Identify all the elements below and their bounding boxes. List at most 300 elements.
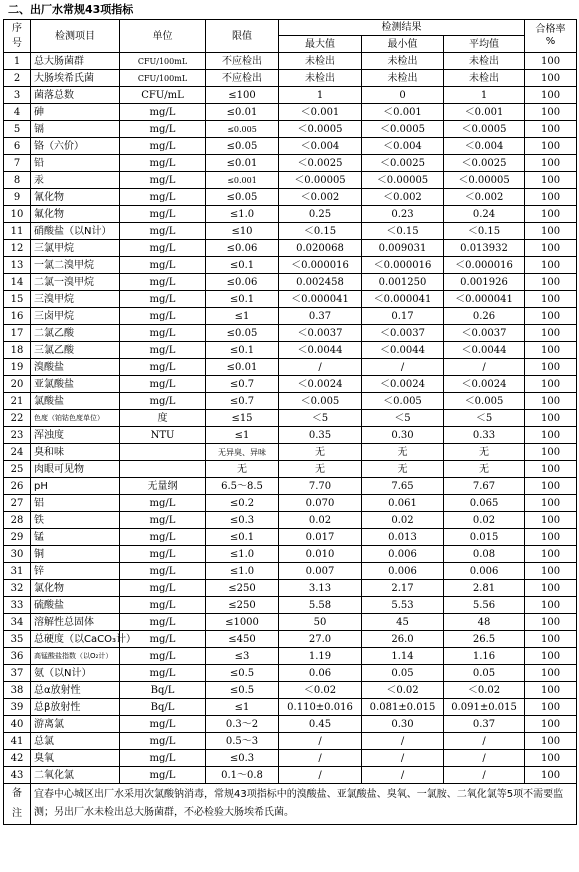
table-row [4,461,577,478]
row-avg: / [444,767,525,784]
row-item: 镉 [31,121,120,138]
row-item: 二氧化氯 [31,767,120,784]
header-avg: 平均值 [444,36,525,53]
row-min: 未检出 [362,53,444,70]
row-number: 8 [4,172,31,189]
row-min: ＜0.0025 [362,155,444,172]
row-unit: Bq/L [120,682,206,699]
row-min: ＜0.0044 [362,342,444,359]
header-seq [4,20,31,53]
row-unit: mg/L [120,274,206,291]
row-max: 0.110±0.016 [279,699,362,716]
row-limit: ≤0.5 [206,682,279,699]
table-row [4,342,577,359]
row-avg: ＜5 [444,410,525,427]
row-item: 浑浊度 [31,427,120,444]
row-max: 50 [279,614,362,631]
row-number: 43 [4,767,31,784]
row-limit: ≤250 [206,597,279,614]
table-row [4,257,577,274]
row-item: 三氯乙酸 [31,342,120,359]
water-quality-table [3,19,577,825]
row-avg: ＜0.0037 [444,325,525,342]
row-avg: 0.33 [444,427,525,444]
row-number: 21 [4,393,31,410]
row-rate: 100 [525,699,577,716]
row-number: 26 [4,478,31,495]
table-row [4,563,577,580]
row-min: 未检出 [362,70,444,87]
row-min: ＜0.00005 [362,172,444,189]
row-item: 硝酸盐（以N计） [31,223,120,240]
row-min: 无 [362,444,444,461]
row-avg: 0.013932 [444,240,525,257]
row-item: 氰化物 [31,189,120,206]
row-rate: 100 [525,733,577,750]
row-rate: 100 [525,325,577,342]
row-limit: 无异臭、异味 [206,444,279,461]
row-unit: mg/L [120,138,206,155]
row-avg: ＜0.000016 [444,257,525,274]
table-row [4,682,577,699]
row-limit: ≤1 [206,699,279,716]
row-max: 无 [279,444,362,461]
row-max: ＜0.0024 [279,376,362,393]
table-row [4,240,577,257]
row-limit: 0.5～3 [206,733,279,750]
row-rate: 100 [525,70,577,87]
row-limit: ≤0.2 [206,495,279,512]
row-limit: ≤0.1 [206,257,279,274]
row-item: 砷 [31,104,120,121]
row-min: 0.30 [362,716,444,733]
row-item: 锰 [31,529,120,546]
row-unit: NTU [120,427,206,444]
row-max: 27.0 [279,631,362,648]
table-row [4,121,577,138]
note-label [4,784,31,825]
row-unit: mg/L [120,580,206,597]
table-row [4,206,577,223]
table-row [4,359,577,376]
header-unit: 单位 [120,20,206,53]
header-item: 检测项目 [31,20,120,53]
row-unit: mg/L [120,529,206,546]
row-rate: 100 [525,546,577,563]
row-avg: ＜0.000041 [444,291,525,308]
row-item: 铜 [31,546,120,563]
row-rate: 100 [525,274,577,291]
row-unit: mg/L [120,206,206,223]
row-unit: mg/L [120,257,206,274]
row-number: 9 [4,189,31,206]
row-item: 游离氯 [31,716,120,733]
row-avg: 0.091±0.015 [444,699,525,716]
row-number: 22 [4,410,31,427]
row-limit: ≤0.005 [206,121,279,138]
row-min: ＜0.000041 [362,291,444,308]
row-unit: mg/L [120,172,206,189]
row-limit: ≤1 [206,427,279,444]
row-avg: 0.001926 [444,274,525,291]
row-avg: ＜0.02 [444,682,525,699]
row-unit: mg/L [120,342,206,359]
row-limit: ≤10 [206,223,279,240]
row-min: ＜0.02 [362,682,444,699]
row-limit: ≤1.0 [206,206,279,223]
header-row [4,20,577,36]
row-min: ＜0.005 [362,393,444,410]
row-avg: ＜0.0044 [444,342,525,359]
row-rate: 100 [525,682,577,699]
table-row [4,665,577,682]
row-max: 7.70 [279,478,362,495]
row-max: 5.58 [279,597,362,614]
row-max: ＜0.001 [279,104,362,121]
row-avg: 0.37 [444,716,525,733]
row-max: / [279,733,362,750]
row-avg: 0.05 [444,665,525,682]
row-rate: 100 [525,716,577,733]
row-number: 31 [4,563,31,580]
row-max: 0.02 [279,512,362,529]
row-avg: ＜0.0024 [444,376,525,393]
row-number: 36 [4,648,31,665]
note-label-line2: 注 [12,808,22,819]
row-item: 大肠埃希氏菌 [31,70,120,87]
row-item: 氟化物 [31,206,120,223]
row-number: 16 [4,308,31,325]
row-avg: 未检出 [444,70,525,87]
row-min: ＜0.001 [362,104,444,121]
row-limit: ≤0.1 [206,342,279,359]
row-max: ＜0.15 [279,223,362,240]
row-unit: mg/L [120,733,206,750]
row-max: ＜0.005 [279,393,362,410]
table-row [4,478,577,495]
row-rate: 100 [525,427,577,444]
row-min: 0.001250 [362,274,444,291]
row-min: / [362,359,444,376]
row-number: 12 [4,240,31,257]
row-max: 0.002458 [279,274,362,291]
row-min: 无 [362,461,444,478]
row-min: 0.061 [362,495,444,512]
row-rate: 100 [525,376,577,393]
row-number: 30 [4,546,31,563]
row-item: 色度（铂钴色度单位） [31,410,120,427]
row-limit: 6.5～8.5 [206,478,279,495]
row-limit: ≤0.05 [206,189,279,206]
row-min: 0.006 [362,546,444,563]
row-rate: 100 [525,87,577,104]
row-limit: ≤15 [206,410,279,427]
row-item: 硫酸盐 [31,597,120,614]
row-item: 氨（以N计） [31,665,120,682]
row-min: 0.30 [362,427,444,444]
table-row [4,393,577,410]
row-unit: mg/L [120,359,206,376]
row-avg: 0.26 [444,308,525,325]
row-limit: ≤1 [206,308,279,325]
row-avg: ＜0.004 [444,138,525,155]
row-number: 18 [4,342,31,359]
row-max: ＜0.0044 [279,342,362,359]
row-rate: 100 [525,580,577,597]
row-limit: ≤1.0 [206,563,279,580]
row-number: 19 [4,359,31,376]
row-item: 三卤甲烷 [31,308,120,325]
header-limit: 限值 [206,20,279,53]
row-unit: mg/L [120,155,206,172]
row-rate: 100 [525,512,577,529]
row-unit: mg/L [120,750,206,767]
row-max: ＜0.000016 [279,257,362,274]
row-number: 2 [4,70,31,87]
row-rate: 100 [525,342,577,359]
table-row [4,512,577,529]
row-avg: 1.16 [444,648,525,665]
row-number: 23 [4,427,31,444]
row-min: 0.02 [362,512,444,529]
row-avg: ＜0.001 [444,104,525,121]
row-min: 26.0 [362,631,444,648]
row-min: ＜0.15 [362,223,444,240]
row-max: 未检出 [279,70,362,87]
page-title: 二、出厂水常规43项指标 [8,3,134,16]
table-row [4,87,577,104]
table-row [4,699,577,716]
row-unit: CFU/mL [120,87,206,104]
row-rate: 100 [525,206,577,223]
row-number: 34 [4,614,31,631]
row-min: ＜0.0037 [362,325,444,342]
row-limit: ≤0.5 [206,665,279,682]
row-max: 0.06 [279,665,362,682]
row-avg: ＜0.0005 [444,121,525,138]
row-max: ＜0.00005 [279,172,362,189]
row-limit: ≤1000 [206,614,279,631]
row-unit [120,461,206,478]
row-limit: ≤0.06 [206,240,279,257]
table-row [4,104,577,121]
row-avg: 5.56 [444,597,525,614]
row-max: 1.19 [279,648,362,665]
row-item: 氯化物 [31,580,120,597]
row-min: 2.17 [362,580,444,597]
row-rate: 100 [525,750,577,767]
row-avg: 无 [444,461,525,478]
table-row [4,716,577,733]
row-avg: ＜0.00005 [444,172,525,189]
table-row [4,274,577,291]
row-rate: 100 [525,495,577,512]
row-rate: 100 [525,767,577,784]
row-item: 二氯一溴甲烷 [31,274,120,291]
row-number: 25 [4,461,31,478]
row-max: ＜0.02 [279,682,362,699]
row-max: 0.017 [279,529,362,546]
row-limit: ≤450 [206,631,279,648]
table-row [4,223,577,240]
row-avg: ＜0.002 [444,189,525,206]
row-number: 13 [4,257,31,274]
row-max: ＜0.002 [279,189,362,206]
row-avg: / [444,733,525,750]
row-unit: mg/L [120,767,206,784]
table-row [4,495,577,512]
row-unit [120,444,206,461]
row-min: 0.23 [362,206,444,223]
row-limit: 不应检出 [206,70,279,87]
row-avg: 0.015 [444,529,525,546]
row-max: 0.35 [279,427,362,444]
row-rate: 100 [525,529,577,546]
row-limit: ≤0.3 [206,750,279,767]
row-max: 0.007 [279,563,362,580]
row-number: 33 [4,597,31,614]
row-item: 肉眼可见物 [31,461,120,478]
row-rate: 100 [525,308,577,325]
header-rate-label: 合格率 [535,24,566,35]
row-number: 3 [4,87,31,104]
table-row [4,308,577,325]
row-item: 铝 [31,495,120,512]
row-unit: mg/L [120,223,206,240]
row-max: ＜0.004 [279,138,362,155]
row-item: 亚氯酸盐 [31,376,120,393]
table-row [4,750,577,767]
row-item: 总氯 [31,733,120,750]
row-unit: mg/L [120,631,206,648]
row-item: 溴酸盐 [31,359,120,376]
row-number: 4 [4,104,31,121]
row-avg: 26.5 [444,631,525,648]
row-min: / [362,733,444,750]
row-rate: 100 [525,172,577,189]
row-avg: 0.006 [444,563,525,580]
row-min: ＜5 [362,410,444,427]
row-avg: 0.02 [444,512,525,529]
row-avg: / [444,750,525,767]
table-row [4,631,577,648]
row-item: 三溴甲烷 [31,291,120,308]
row-max: ＜0.0005 [279,121,362,138]
row-max: 0.37 [279,308,362,325]
row-avg: ＜0.0025 [444,155,525,172]
row-number: 29 [4,529,31,546]
row-rate: 100 [525,444,577,461]
row-max: 3.13 [279,580,362,597]
row-max: / [279,767,362,784]
row-avg: 1 [444,87,525,104]
row-limit: ≤0.7 [206,393,279,410]
table-row [4,546,577,563]
row-min: 0.013 [362,529,444,546]
row-limit: ≤0.1 [206,529,279,546]
row-rate: 100 [525,240,577,257]
row-item: 总α放射性 [31,682,120,699]
row-number: 10 [4,206,31,223]
row-unit: CFU/100mL [120,70,206,87]
table-row [4,648,577,665]
row-item: 汞 [31,172,120,189]
row-limit: 0.1～0.8 [206,767,279,784]
row-rate: 100 [525,665,577,682]
row-number: 41 [4,733,31,750]
table-row [4,291,577,308]
table-row [4,529,577,546]
row-limit: ≤1.0 [206,546,279,563]
row-min: 0.17 [362,308,444,325]
row-number: 1 [4,53,31,70]
row-item: 铁 [31,512,120,529]
row-limit: ≤0.01 [206,359,279,376]
table-row [4,53,577,70]
row-number: 39 [4,699,31,716]
row-item: 总大肠菌群 [31,53,120,70]
table-row [4,614,577,631]
row-limit: ≤0.1 [206,291,279,308]
row-number: 28 [4,512,31,529]
row-unit: mg/L [120,104,206,121]
row-max: ＜0.000041 [279,291,362,308]
row-limit: ≤100 [206,87,279,104]
row-avg: / [444,359,525,376]
row-unit: mg/L [120,376,206,393]
table-row [4,189,577,206]
row-avg: 0.065 [444,495,525,512]
row-rate: 100 [525,461,577,478]
table-row [4,70,577,87]
row-unit: Bq/L [120,699,206,716]
row-avg: 无 [444,444,525,461]
table-row [4,427,577,444]
row-min: ＜0.0005 [362,121,444,138]
row-number: 27 [4,495,31,512]
row-rate: 100 [525,393,577,410]
row-item: 臭和味 [31,444,120,461]
row-limit: 0.3～2 [206,716,279,733]
row-unit: mg/L [120,563,206,580]
row-rate: 100 [525,223,577,240]
row-number: 7 [4,155,31,172]
row-rate: 100 [525,563,577,580]
header-rate [525,20,577,53]
row-rate: 100 [525,104,577,121]
row-unit: mg/L [120,495,206,512]
table-row [4,138,577,155]
row-max: 未检出 [279,53,362,70]
table-row [4,597,577,614]
row-unit: mg/L [120,665,206,682]
row-item: 三氯甲烷 [31,240,120,257]
row-rate: 100 [525,478,577,495]
row-min: ＜0.0024 [362,376,444,393]
row-max: / [279,750,362,767]
row-min: ＜0.000016 [362,257,444,274]
header-results: 检测结果 [279,20,525,36]
header-seq-label: 序 号 [12,23,22,49]
row-rate: 100 [525,614,577,631]
row-max: 1 [279,87,362,104]
row-number: 35 [4,631,31,648]
row-item: 溶解性总固体 [31,614,120,631]
row-unit: 度 [120,410,206,427]
row-item: 臭氧 [31,750,120,767]
note-row [4,784,577,825]
row-avg: ＜0.005 [444,393,525,410]
